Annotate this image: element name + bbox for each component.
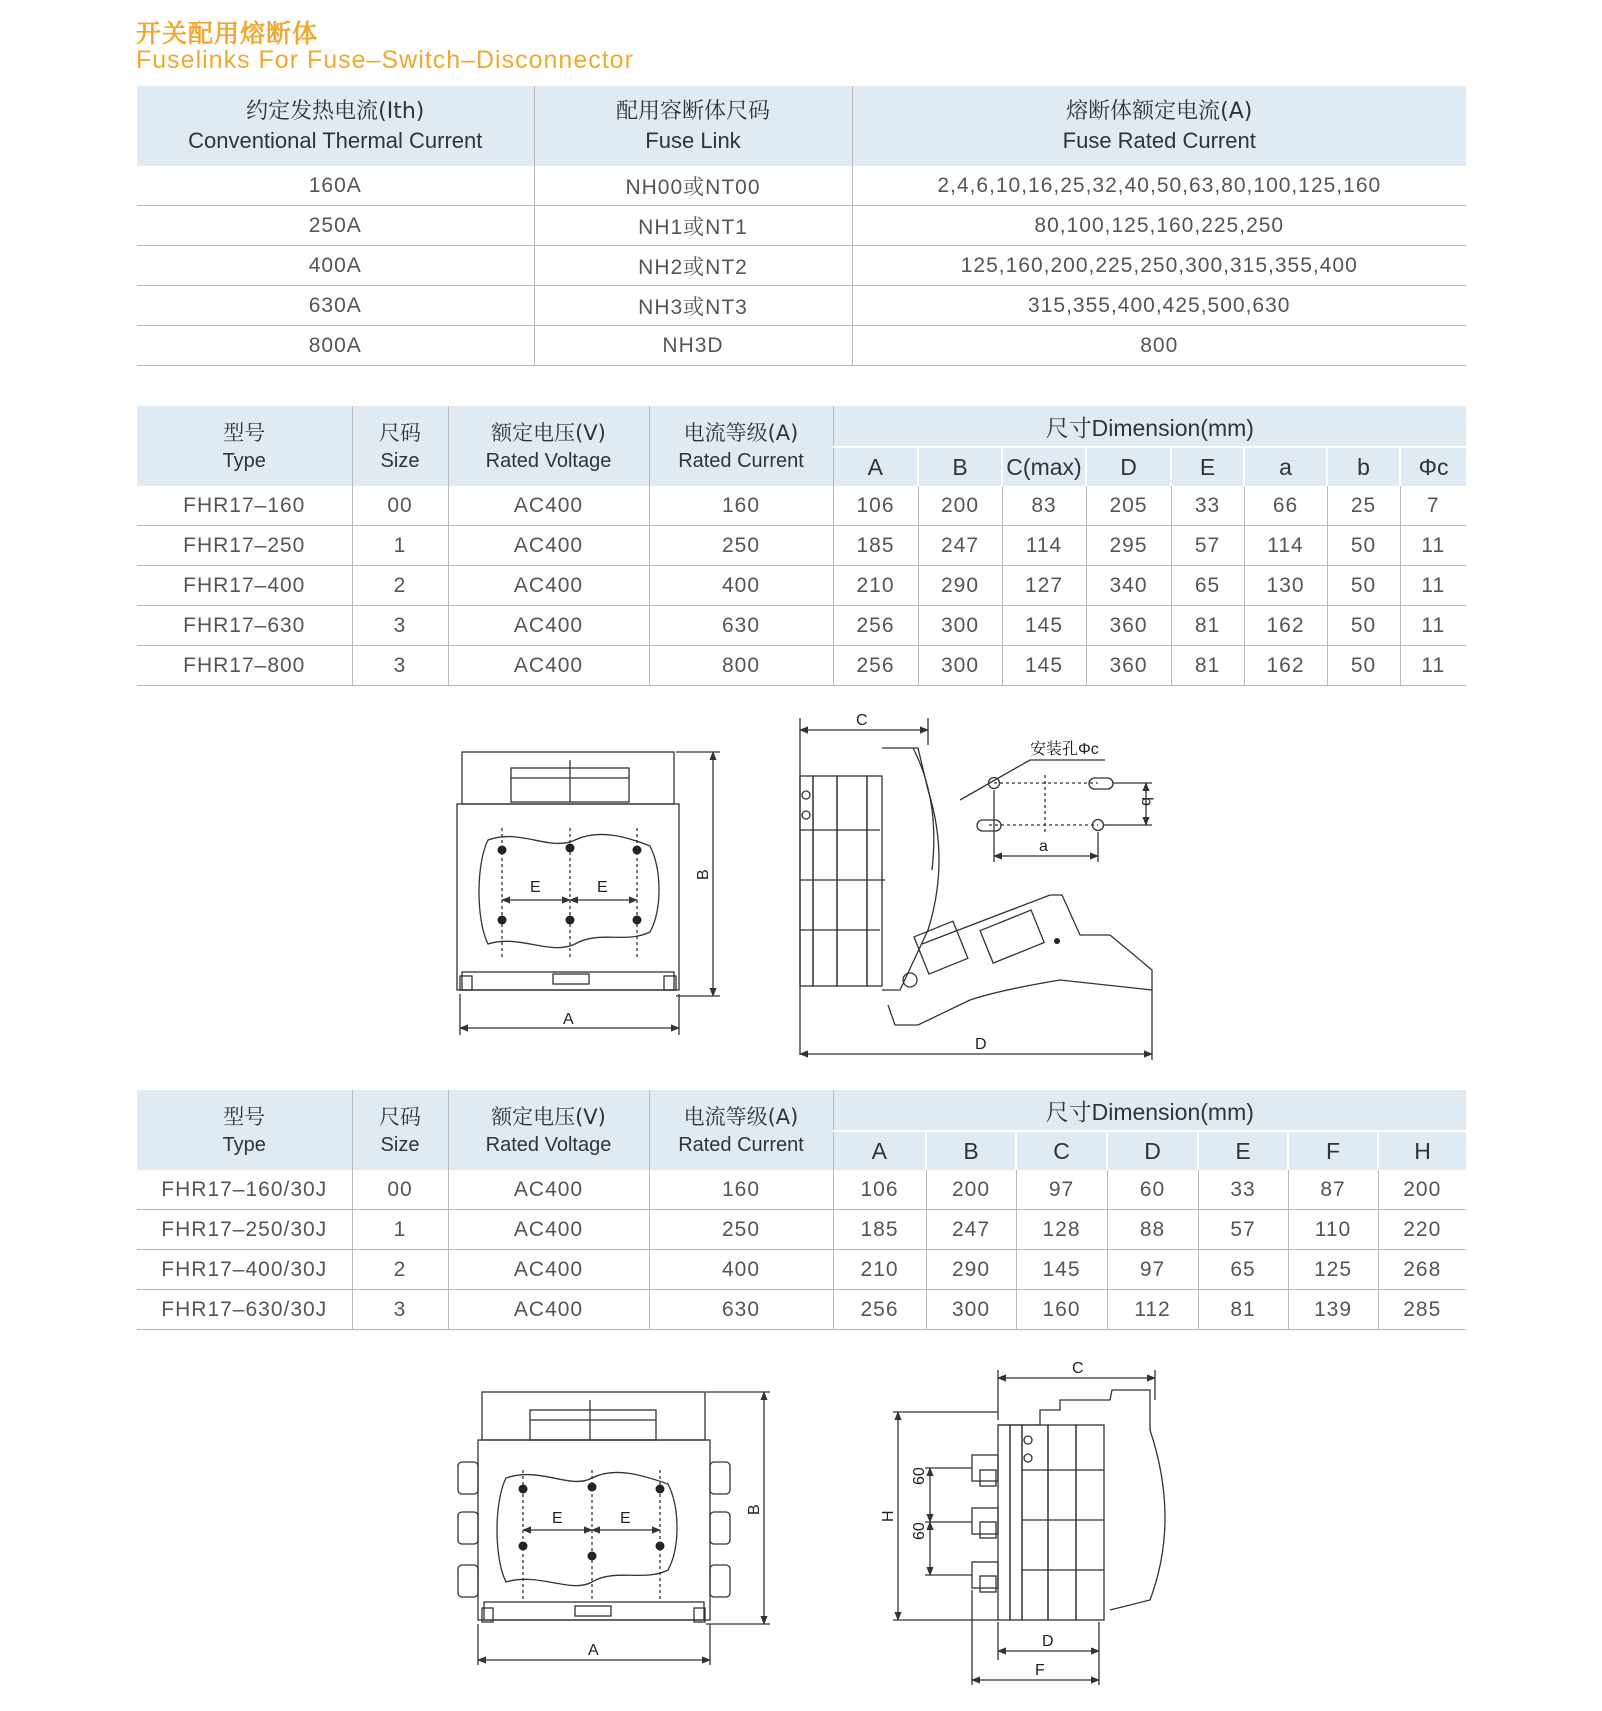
- table-cell: 97: [1016, 1170, 1107, 1210]
- table-cell: 400: [649, 566, 833, 606]
- table-cell: 200: [926, 1170, 1016, 1210]
- table-cell: 340: [1086, 566, 1171, 606]
- table-cell: AC400: [448, 486, 649, 526]
- table-cell: 800A: [137, 326, 534, 366]
- table-cell: 295: [1086, 526, 1171, 566]
- header-dimension: 尺寸Dimension(mm): [833, 406, 1466, 447]
- table-cell: 1: [352, 526, 448, 566]
- drawing2-label-hole: 安装孔Φc: [1030, 741, 1099, 758]
- table-cell: 285: [1378, 1290, 1466, 1330]
- table-cell: 315,355,400,425,500,630: [852, 286, 1466, 326]
- table-cell: 2: [352, 1250, 448, 1290]
- table-cell: 256: [833, 646, 918, 686]
- table-cell: 162: [1244, 646, 1327, 686]
- table-cell: 112: [1107, 1290, 1198, 1330]
- table-cell: 125: [1288, 1250, 1378, 1290]
- table-cell: 33: [1171, 486, 1244, 526]
- header-type: 型号 Type: [137, 1090, 352, 1170]
- table-cell: AC400: [448, 606, 649, 646]
- table-cell: 106: [833, 1170, 926, 1210]
- table-cell: 130: [1244, 566, 1327, 606]
- table-cell: 3: [352, 606, 448, 646]
- header-dim-col: D: [1107, 1131, 1198, 1170]
- table-cell: 00: [352, 486, 448, 526]
- table-cell: 114: [1002, 526, 1086, 566]
- header-thermal-current: 约定发热电流(Ith) Conventional Thermal Current: [137, 86, 534, 166]
- table-cell: 145: [1002, 606, 1086, 646]
- table-cell: 200: [1378, 1170, 1466, 1210]
- table-cell: 250: [649, 526, 833, 566]
- drawing1-label-e2: E: [597, 879, 608, 896]
- header-dimension: 尺寸Dimension(mm): [833, 1090, 1466, 1131]
- table-cell: 128: [1016, 1210, 1107, 1250]
- header-dim-col: b: [1327, 447, 1400, 486]
- table-cell: 300: [926, 1290, 1016, 1330]
- header-dim-col: H: [1378, 1131, 1466, 1170]
- table-cell: NH1或NT1: [534, 206, 852, 246]
- table-cell: 250A: [137, 206, 534, 246]
- table-cell: 247: [918, 526, 1002, 566]
- drawing4-label-d: D: [1042, 1633, 1054, 1650]
- table-cell: 300: [918, 646, 1002, 686]
- table-cell: 360: [1086, 606, 1171, 646]
- table-cell: 11: [1400, 526, 1466, 566]
- table-cell: FHR17–630/30J: [137, 1290, 352, 1330]
- table-cell: 268: [1378, 1250, 1466, 1290]
- table-cell: 1: [352, 1210, 448, 1250]
- table-cell: 139: [1288, 1290, 1378, 1330]
- drawing2-label-c: C: [856, 712, 868, 729]
- table-cell: 125,160,200,225,250,300,315,355,400: [852, 246, 1466, 286]
- table-cell: 57: [1171, 526, 1244, 566]
- table-cell: 360: [1086, 646, 1171, 686]
- table-cell: 160: [649, 1170, 833, 1210]
- table-cell: AC400: [448, 526, 649, 566]
- drawing4-label-c: C: [1072, 1360, 1084, 1377]
- drawing3-label-e1: E: [552, 1510, 563, 1527]
- table-cell: 11: [1400, 566, 1466, 606]
- table-cell: AC400: [448, 1250, 649, 1290]
- header-rated-voltage: 额定电压(V) Rated Voltage: [448, 406, 649, 486]
- drawing4-label-s2: 60: [911, 1522, 928, 1540]
- table-cell: 247: [926, 1210, 1016, 1250]
- drawing3-label-e2: E: [620, 1510, 631, 1527]
- table-cell: 400: [649, 1250, 833, 1290]
- table-cell: 60: [1107, 1170, 1198, 1210]
- table-cell: 400A: [137, 246, 534, 286]
- drawing2-label-d: D: [975, 1036, 987, 1053]
- table-cell: 57: [1198, 1210, 1288, 1250]
- table-cell: 162: [1244, 606, 1327, 646]
- drawing4-label-f: F: [1035, 1662, 1045, 1679]
- header-rated-current: 电流等级(A) Rated Current: [649, 406, 833, 486]
- table-cell: NH3D: [534, 326, 852, 366]
- drawing-side-view-1: [800, 712, 1155, 1060]
- table-cell: FHR17–400/30J: [137, 1250, 352, 1290]
- table-cell: FHR17–250: [137, 526, 352, 566]
- table-cell: 50: [1327, 566, 1400, 606]
- table-cell: 87: [1288, 1170, 1378, 1210]
- table-cell: AC400: [448, 646, 649, 686]
- table-cell: 81: [1171, 606, 1244, 646]
- table-cell: 97: [1107, 1250, 1198, 1290]
- table-cell: 80,100,125,160,225,250: [852, 206, 1466, 246]
- drawing2-label-a: a: [1039, 838, 1048, 855]
- drawing3-label-b: B: [746, 1504, 763, 1515]
- table-cell: NH2或NT2: [534, 246, 852, 286]
- table-cell: 200: [918, 486, 1002, 526]
- table-cell: FHR17–160: [137, 486, 352, 526]
- header-dim-col: B: [926, 1131, 1016, 1170]
- table-cell: 185: [833, 1210, 926, 1250]
- table-cell: 65: [1171, 566, 1244, 606]
- table-cell: AC400: [448, 566, 649, 606]
- header-dim-col: D: [1086, 447, 1171, 486]
- table-cell: 290: [926, 1250, 1016, 1290]
- header-size: 尺码 Size: [352, 1090, 448, 1170]
- header-dim-col: C(max): [1002, 447, 1086, 486]
- header-dim-col: C: [1016, 1131, 1107, 1170]
- table-cell: AC400: [448, 1170, 649, 1210]
- drawing3-label-a: A: [588, 1642, 599, 1659]
- table-cell: 25: [1327, 486, 1400, 526]
- header-dim-col: A: [833, 1131, 926, 1170]
- header-rated-voltage: 额定电压(V) Rated Voltage: [448, 1090, 649, 1170]
- page-title-en: Fuselinks For Fuse–Switch–Disconnector: [136, 46, 634, 74]
- table-cell: 145: [1016, 1250, 1107, 1290]
- table-cell: 290: [918, 566, 1002, 606]
- table-cell: 145: [1002, 646, 1086, 686]
- table-cell: 127: [1002, 566, 1086, 606]
- table-cell: 800: [649, 646, 833, 686]
- table-cell: 88: [1107, 1210, 1198, 1250]
- header-rated-current: 电流等级(A) Rated Current: [649, 1090, 833, 1170]
- table-cell: 7: [1400, 486, 1466, 526]
- drawing1-label-a: A: [563, 1011, 574, 1028]
- drawing1-label-e1: E: [530, 879, 541, 896]
- table-cell: NH3或NT3: [534, 286, 852, 326]
- header-dim-col: E: [1198, 1131, 1288, 1170]
- table-cell: 50: [1327, 526, 1400, 566]
- table-cell: 160: [1016, 1290, 1107, 1330]
- header-dim-col: a: [1244, 447, 1327, 486]
- table-cell: FHR17–800: [137, 646, 352, 686]
- table-cell: 83: [1002, 486, 1086, 526]
- table-cell: NH00或NT00: [534, 166, 852, 206]
- header-dim-col: B: [918, 447, 1002, 486]
- header-size: 尺码 Size: [352, 406, 448, 486]
- table-cell: 630: [649, 606, 833, 646]
- drawing4-label-h: H: [880, 1510, 897, 1522]
- table-cell: 81: [1171, 646, 1244, 686]
- table-cell: 00: [352, 1170, 448, 1210]
- table-cell: 630: [649, 1290, 833, 1330]
- table-cell: 114: [1244, 526, 1327, 566]
- table-cell: 220: [1378, 1210, 1466, 1250]
- table-cell: FHR17–250/30J: [137, 1210, 352, 1250]
- header-dim-col: F: [1288, 1131, 1378, 1170]
- table-cell: AC400: [448, 1290, 649, 1330]
- table-cell: 65: [1198, 1250, 1288, 1290]
- table-cell: FHR17–630: [137, 606, 352, 646]
- table-cell: 66: [1244, 486, 1327, 526]
- table-cell: 3: [352, 646, 448, 686]
- table-cell: 205: [1086, 486, 1171, 526]
- table-cell: 250: [649, 1210, 833, 1250]
- table-cell: FHR17–160/30J: [137, 1170, 352, 1210]
- header-fuse-rated-current: 熔断体额定电流(A) Fuse Rated Current: [852, 86, 1466, 166]
- table-cell: AC400: [448, 1210, 649, 1250]
- drawing1-label-b: B: [695, 869, 712, 880]
- header-dim-col: Φc: [1400, 447, 1466, 486]
- page-title-cn: 开关配用熔断体: [136, 19, 319, 48]
- table-cell: 256: [833, 606, 918, 646]
- table-cell: 630A: [137, 286, 534, 326]
- table-cell: 300: [918, 606, 1002, 646]
- table-cell: FHR17–400: [137, 566, 352, 606]
- header-dim-col: A: [833, 447, 918, 486]
- table-cell: 81: [1198, 1290, 1288, 1330]
- header-dim-col: E: [1171, 447, 1244, 486]
- table-cell: 11: [1400, 606, 1466, 646]
- table-cell: 3: [352, 1290, 448, 1330]
- table-cell: 160A: [137, 166, 534, 206]
- table-cell: 256: [833, 1290, 926, 1330]
- table-cell: 185: [833, 526, 918, 566]
- drawing-front-view-1: [457, 752, 720, 1035]
- drawing2-label-b: b: [1138, 797, 1155, 806]
- table-cell: 50: [1327, 606, 1400, 646]
- drawing4-label-s1: 60: [911, 1467, 928, 1485]
- header-type: 型号 Type: [137, 406, 352, 486]
- header-fuse-link: 配用容断体尺码 Fuse Link: [534, 86, 852, 166]
- table-cell: 2,4,6,10,16,25,32,40,50,63,80,100,125,160: [852, 166, 1466, 206]
- table-cell: 160: [649, 486, 833, 526]
- table-cell: 210: [833, 1250, 926, 1290]
- table-cell: 210: [833, 566, 918, 606]
- table-cell: 110: [1288, 1210, 1378, 1250]
- table-cell: 50: [1327, 646, 1400, 686]
- table-cell: 33: [1198, 1170, 1288, 1210]
- table-cell: 2: [352, 566, 448, 606]
- drawing-front-view-2: [458, 1392, 770, 1665]
- table-cell: 11: [1400, 646, 1466, 686]
- table-cell: 800: [852, 326, 1466, 366]
- table-cell: 106: [833, 486, 918, 526]
- drawing-side-view-2: [880, 1360, 1165, 1685]
